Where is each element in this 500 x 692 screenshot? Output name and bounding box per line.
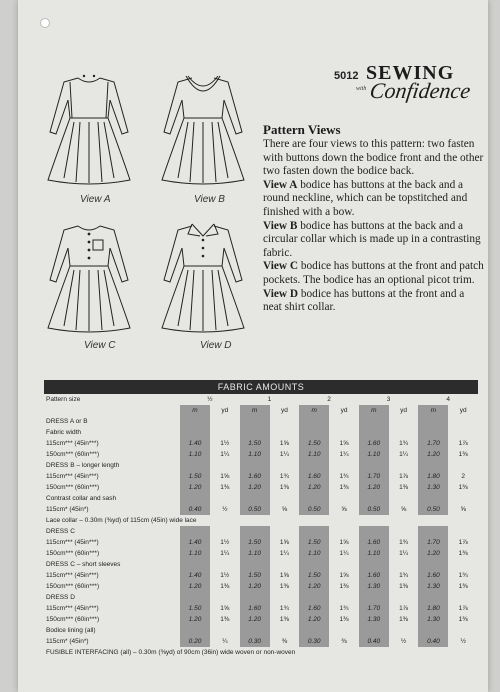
metres-cell: 1.20 bbox=[418, 548, 448, 559]
fabric-row-label: 115cm* (45in*) bbox=[46, 506, 89, 513]
metres-cell: 1.60 bbox=[299, 471, 329, 482]
fabric-row bbox=[44, 460, 478, 471]
yards-cell: 1¼ bbox=[220, 451, 230, 458]
yards-cell: 1⅞ bbox=[399, 473, 409, 480]
view-a-illustration bbox=[34, 62, 144, 212]
fabric-row bbox=[44, 471, 478, 482]
metres-cell: 1.10 bbox=[180, 449, 210, 460]
unit-m: m bbox=[180, 405, 210, 416]
yards-cell: 1⅜ bbox=[339, 616, 349, 623]
metres-cell: 1.50 bbox=[180, 603, 210, 614]
unit-yd: yd bbox=[459, 407, 467, 414]
metres-cell: 1.60 bbox=[240, 471, 270, 482]
unit-m: m bbox=[359, 405, 389, 416]
fabric-row-label: 115cm*** (45in***) bbox=[46, 539, 99, 546]
metres-cell: 1.40 bbox=[180, 570, 210, 581]
size-heading: 3 bbox=[386, 396, 391, 403]
fabric-note: Lace collar – 0.30m (⅜yd) of 115cm (45in) wide lace bbox=[46, 517, 197, 524]
metres-cell: 1.50 bbox=[240, 570, 270, 581]
brand-subtitle: Confidence bbox=[368, 78, 473, 103]
metres-cell: 1.80 bbox=[418, 471, 448, 482]
view-illustrations bbox=[18, 52, 268, 362]
fabric-row-label: Bodice lining (all) bbox=[46, 627, 96, 634]
yards-cell: 1⅝ bbox=[220, 605, 230, 612]
fabric-row bbox=[44, 537, 478, 548]
fabric-amounts-title: FABRIC AMOUNTS bbox=[44, 380, 478, 394]
metres-cell: 1.10 bbox=[359, 449, 389, 460]
unit-yd: yd bbox=[221, 407, 229, 414]
yards-cell: 1⅞ bbox=[458, 440, 468, 447]
metres-cell: 1.60 bbox=[418, 570, 448, 581]
metres-cell: 0.40 bbox=[359, 636, 389, 647]
yards-cell: 1⅜ bbox=[458, 550, 468, 557]
dress-b-drawing bbox=[148, 62, 258, 192]
fabric-row bbox=[44, 548, 478, 559]
view-a-description: View A bodice has buttons at the back and a round neckline, which can be topstitched and finished with a bow. bbox=[263, 178, 468, 218]
yards-cell: 1⅜ bbox=[458, 583, 468, 590]
fabric-row-label: DRESS B – longer length bbox=[46, 462, 120, 469]
yards-cell: 1¾ bbox=[399, 572, 409, 579]
metres-cell: 1.30 bbox=[359, 581, 389, 592]
yards-cell: 1⅜ bbox=[458, 451, 468, 458]
metres-cell: 1.50 bbox=[240, 537, 270, 548]
yards-cell: 1⅝ bbox=[220, 473, 230, 480]
unit-m: m bbox=[240, 405, 270, 416]
metres-cell: 1.70 bbox=[359, 471, 389, 482]
yards-cell: 1¼ bbox=[399, 550, 409, 557]
dress-a-drawing bbox=[34, 62, 144, 192]
metres-cell: 1.10 bbox=[180, 548, 210, 559]
fabric-row bbox=[44, 647, 478, 658]
metres-cell: 1.20 bbox=[240, 581, 270, 592]
fabric-row-label: 115cm*** (45in***) bbox=[46, 440, 99, 447]
fabric-row bbox=[44, 614, 478, 625]
fabric-row-label: 115cm*** (45in***) bbox=[46, 605, 99, 612]
yards-cell: ½ bbox=[460, 638, 466, 645]
metres-cell: 1.20 bbox=[240, 482, 270, 493]
yards-cell: 1⅜ bbox=[458, 616, 468, 623]
yards-cell: 1⅜ bbox=[279, 484, 289, 491]
yards-cell: ⅜ bbox=[341, 638, 347, 645]
yards-cell: 1⅝ bbox=[279, 440, 289, 447]
metres-cell: 1.60 bbox=[359, 438, 389, 449]
metres-cell: 1.30 bbox=[359, 614, 389, 625]
metres-cell: 1.30 bbox=[418, 581, 448, 592]
metres-cell: 1.20 bbox=[299, 581, 329, 592]
fabric-row-label: 115cm* (45in*) bbox=[46, 638, 89, 645]
yards-cell: ½ bbox=[400, 638, 407, 645]
fabric-row bbox=[44, 482, 478, 493]
yards-cell: 1⅝ bbox=[279, 572, 289, 579]
yards-cell: 1¾ bbox=[279, 473, 289, 480]
metres-cell: 1.10 bbox=[299, 449, 329, 460]
metres-cell: 0.30 bbox=[240, 636, 270, 647]
unit-yd: yd bbox=[280, 407, 288, 414]
metres-cell: 1.60 bbox=[299, 603, 329, 614]
yards-cell: 1¾ bbox=[279, 605, 289, 612]
metres-cell: 0.50 bbox=[299, 504, 329, 515]
metres-cell: 1.20 bbox=[359, 482, 389, 493]
metres-cell: 0.50 bbox=[418, 504, 448, 515]
metres-cell: 1.60 bbox=[359, 537, 389, 548]
yards-cell: ⅝ bbox=[460, 506, 466, 513]
yards-cell: 1⅜ bbox=[279, 616, 289, 623]
metres-cell: 1.50 bbox=[299, 537, 329, 548]
metres-cell: 1.70 bbox=[359, 603, 389, 614]
fabric-row bbox=[44, 504, 478, 515]
fabric-row-label: 115cm*** (45in***) bbox=[46, 473, 99, 480]
fabric-row bbox=[44, 449, 478, 460]
size-heading: 1 bbox=[267, 396, 272, 403]
metres-cell: 1.60 bbox=[359, 570, 389, 581]
fabric-row bbox=[44, 416, 478, 427]
yards-cell: ½ bbox=[222, 506, 228, 513]
fabric-row-label: 150cm*** (60in***) bbox=[46, 583, 100, 590]
fabric-row bbox=[44, 636, 478, 647]
yards-cell: 1⅜ bbox=[220, 484, 230, 491]
punch-hole bbox=[40, 18, 50, 28]
brand-title: SEWING bbox=[366, 62, 455, 84]
fabric-row-label: 150cm*** (60in***) bbox=[46, 484, 100, 491]
view-b-description: View B bodice has buttons at the back and a circular collar which is made up in a contrasting fabric. bbox=[263, 219, 481, 259]
fabric-row bbox=[44, 427, 478, 438]
pattern-views-intro: There are four views to this pattern: two fasten with buttons down the bodice front and the other two fasten down the bodice back. bbox=[263, 138, 484, 178]
yards-cell: 1½ bbox=[220, 539, 230, 546]
fabric-row-label: 150cm*** (60in***) bbox=[46, 451, 100, 458]
size-heading: ½ bbox=[207, 396, 213, 403]
fabric-amounts-grid bbox=[44, 394, 478, 658]
fabric-row bbox=[44, 526, 478, 537]
metres-cell: 1.70 bbox=[418, 537, 448, 548]
unit-yd: yd bbox=[340, 407, 348, 414]
pattern-number: 5012 bbox=[334, 70, 359, 82]
view-c-label: View C bbox=[84, 340, 116, 351]
metres-cell: 1.50 bbox=[180, 471, 210, 482]
metres-cell: 1.40 bbox=[180, 438, 210, 449]
view-d-illustration bbox=[148, 210, 258, 360]
yards-cell: 1¼ bbox=[279, 550, 289, 557]
yards-cell: 1⅝ bbox=[339, 440, 349, 447]
view-b-illustration bbox=[148, 62, 258, 212]
metres-cell: 0.50 bbox=[240, 504, 270, 515]
fabric-row bbox=[44, 581, 478, 592]
metres-cell: 1.10 bbox=[359, 548, 389, 559]
metres-cell: 1.20 bbox=[299, 614, 329, 625]
yards-cell: 1⅜ bbox=[458, 484, 468, 491]
metres-cell: 0.30 bbox=[299, 636, 329, 647]
fabric-row bbox=[44, 625, 478, 636]
metres-cell: 1.20 bbox=[240, 614, 270, 625]
metres-cell: 1.50 bbox=[299, 570, 329, 581]
yards-cell: 1⅜ bbox=[279, 583, 289, 590]
dress-c-drawing bbox=[34, 210, 144, 340]
unit-m: m bbox=[299, 405, 329, 416]
yards-cell: 1¾ bbox=[399, 539, 409, 546]
metres-cell: 1.10 bbox=[240, 548, 270, 559]
fabric-row-label: 150cm*** (60in***) bbox=[46, 616, 100, 623]
fabric-row bbox=[44, 592, 478, 603]
metres-cell: 1.20 bbox=[180, 482, 210, 493]
yards-cell: 1½ bbox=[220, 572, 230, 579]
yards-cell: 1¼ bbox=[279, 451, 289, 458]
yards-cell: 1¾ bbox=[399, 440, 409, 447]
size-header-row bbox=[44, 394, 478, 405]
yards-cell: ⅜ bbox=[281, 638, 288, 645]
view-d-description: View D bodice has buttons at the front and a neat shirt collar. bbox=[263, 287, 465, 314]
metres-cell: 1.10 bbox=[240, 449, 270, 460]
yards-cell: 1½ bbox=[220, 440, 230, 447]
yards-cell: 1⅜ bbox=[339, 484, 349, 491]
fabric-row-label: 115cm*** (45in***) bbox=[46, 572, 99, 579]
view-a-label: View A bbox=[80, 194, 111, 205]
fabric-row bbox=[44, 515, 478, 526]
yards-cell: ⅝ bbox=[400, 506, 407, 513]
metres-cell: 0.40 bbox=[418, 636, 448, 647]
yards-cell: 1¼ bbox=[220, 550, 230, 557]
yards-cell: ⅝ bbox=[281, 506, 288, 513]
metres-cell: 1.40 bbox=[180, 537, 210, 548]
fabric-row bbox=[44, 493, 478, 504]
fabric-row-label: DRESS D bbox=[46, 594, 75, 601]
metres-cell: 1.20 bbox=[180, 614, 210, 625]
metres-cell: 1.50 bbox=[240, 438, 270, 449]
fabric-row-label: DRESS A or B bbox=[46, 418, 88, 425]
metres-cell: 1.60 bbox=[240, 603, 270, 614]
pattern-envelope-sheet bbox=[18, 0, 488, 692]
yards-cell: 1⅜ bbox=[399, 484, 409, 491]
metres-cell: 1.30 bbox=[418, 614, 448, 625]
unit-yd: yd bbox=[400, 407, 408, 414]
view-d-label: View D bbox=[200, 340, 232, 351]
fabric-row bbox=[44, 603, 478, 614]
metres-cell: 0.20 bbox=[180, 636, 210, 647]
metres-cell: 1.20 bbox=[180, 581, 210, 592]
view-c-illustration bbox=[34, 210, 144, 360]
yards-cell: 1⅜ bbox=[220, 583, 230, 590]
view-c-description: View C bodice has buttons at the front and patch pockets. The bodice has an optional picot trim. bbox=[263, 260, 484, 286]
yards-cell: 1¾ bbox=[339, 473, 349, 480]
pattern-views-text bbox=[263, 138, 485, 315]
metres-cell: 0.40 bbox=[180, 504, 210, 515]
dress-d-drawing bbox=[148, 210, 258, 340]
yards-cell: ¼ bbox=[222, 638, 228, 645]
yards-cell: 1⅝ bbox=[339, 539, 349, 546]
metres-cell: 1.30 bbox=[418, 482, 448, 493]
fabric-amounts-table bbox=[44, 380, 478, 692]
view-b-label: View B bbox=[194, 194, 225, 205]
yards-cell: 1⅜ bbox=[399, 616, 409, 623]
unit-m: m bbox=[418, 405, 448, 416]
pattern-views-heading: Pattern Views bbox=[263, 122, 341, 137]
metres-cell: 1.50 bbox=[299, 438, 329, 449]
fabric-row-label: Contrast collar and sash bbox=[46, 495, 117, 502]
metres-cell: 1.80 bbox=[418, 603, 448, 614]
metres-cell: 1.20 bbox=[299, 482, 329, 493]
yards-cell: 1⅝ bbox=[339, 572, 349, 579]
fabric-row-label: DRESS C bbox=[46, 528, 75, 535]
fabric-row-label: DRESS C – short sleeves bbox=[46, 561, 121, 568]
metres-cell: 0.50 bbox=[359, 504, 389, 515]
fabric-row bbox=[44, 559, 478, 570]
yards-cell: 1⅞ bbox=[458, 539, 468, 546]
yards-cell: 1⅝ bbox=[279, 539, 289, 546]
yards-cell: 1¼ bbox=[399, 451, 409, 458]
yards-cell: 1⅜ bbox=[399, 583, 409, 590]
pattern-size-label: Pattern size bbox=[46, 396, 81, 403]
fabric-row-label: 150cm*** (60in***) bbox=[46, 550, 100, 557]
fabric-row-label: Fabric width bbox=[46, 429, 82, 436]
unit-header-row bbox=[44, 405, 478, 416]
fabric-row bbox=[44, 570, 478, 581]
yards-cell: 1⅞ bbox=[399, 605, 409, 612]
size-heading: 2 bbox=[327, 396, 331, 403]
metres-cell: 1.10 bbox=[299, 548, 329, 559]
metres-cell: 1.20 bbox=[418, 449, 448, 460]
yards-cell: 2 bbox=[461, 473, 465, 480]
yards-cell: 1⅞ bbox=[458, 605, 468, 612]
yards-cell: 1⅜ bbox=[220, 616, 230, 623]
yards-cell: 1¼ bbox=[339, 451, 349, 458]
yards-cell: 1¾ bbox=[458, 572, 468, 579]
yards-cell: 1¾ bbox=[339, 605, 349, 612]
yards-cell: ⅝ bbox=[341, 506, 347, 513]
metres-cell: 1.70 bbox=[418, 438, 448, 449]
yards-cell: 1¼ bbox=[339, 550, 349, 557]
brand-with: with bbox=[356, 86, 367, 92]
fabric-row bbox=[44, 438, 478, 449]
fabric-note: FUSIBLE INTERFACING (all) – 0.30m (⅜yd) of 90cm (36in) wide woven or non-woven bbox=[46, 649, 296, 656]
yards-cell: 1⅜ bbox=[339, 583, 349, 590]
size-heading: 4 bbox=[446, 396, 450, 403]
